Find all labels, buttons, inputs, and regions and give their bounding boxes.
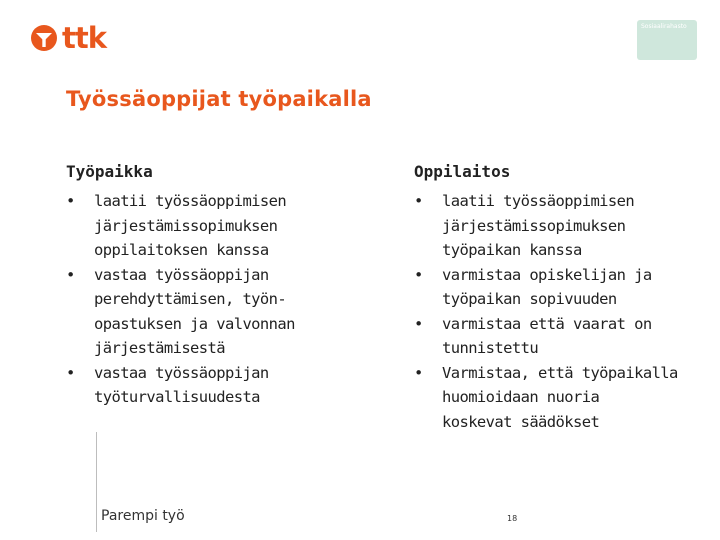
list-item-line: opastuksen ja valvonnan xyxy=(94,314,295,333)
bullet-icon: • xyxy=(414,192,423,210)
list-item-line: koskevat säädökset xyxy=(442,412,600,431)
list-item-line: vastaa työssäoppijan xyxy=(94,265,269,284)
list-item xyxy=(66,263,366,361)
partner-badge xyxy=(637,20,697,60)
list-item-line: työpaikan sopivuuden xyxy=(442,290,617,308)
bullet-icon: • xyxy=(66,265,75,284)
list-item-line: työturvallisuudesta xyxy=(94,388,260,406)
list-item-line: järjestämissopimuksen xyxy=(442,216,626,235)
bullet-icon: • xyxy=(414,314,423,333)
bullet-icon: • xyxy=(66,192,75,210)
list-item-line: järjestämisestä xyxy=(94,339,225,357)
list-item-line: tunnistettu xyxy=(442,339,539,357)
logo-text: ttk xyxy=(62,21,107,55)
list-item xyxy=(66,361,366,410)
list-item xyxy=(414,263,714,312)
footer-label: Parempi työ xyxy=(101,508,185,524)
ttk-logo-mark-icon xyxy=(30,24,58,52)
list-item xyxy=(414,361,714,435)
page-number: 18 xyxy=(507,514,518,523)
list-item-line: varmistaa että vaarat on xyxy=(442,314,652,333)
list-item xyxy=(414,189,714,263)
list-item-line: perehdyttämisen, työn- xyxy=(94,290,287,308)
column-heading: Työpaikka xyxy=(66,162,153,181)
list-item xyxy=(414,312,714,361)
bullet-list xyxy=(414,189,714,434)
footer-divider xyxy=(96,432,97,532)
slide-title: Työssäoppijat työpaikalla xyxy=(66,87,372,111)
list-item-line: järjestämissopimuksen xyxy=(94,216,278,235)
bullet-icon: • xyxy=(414,363,423,382)
column-workplace xyxy=(66,162,366,410)
bullet-icon: • xyxy=(66,363,75,382)
column-school xyxy=(414,162,714,434)
list-item-line: oppilaitoksen kanssa xyxy=(94,241,269,259)
bullet-icon: • xyxy=(414,265,423,284)
list-item-line: varmistaa opiskelijan ja xyxy=(442,265,652,284)
list-item-line: Varmistaa, että työpaikalla xyxy=(442,363,678,382)
bullet-list xyxy=(66,189,366,410)
ttk-logo xyxy=(30,21,107,55)
list-item-line: laatii työssäoppimisen xyxy=(442,192,635,210)
partner-badge-line: Sosiaalirahasto xyxy=(641,23,687,30)
list-item-line: laatii työssäoppimisen xyxy=(94,192,287,210)
list-item xyxy=(66,189,366,263)
list-item-line: työpaikan kanssa xyxy=(442,241,582,259)
list-item-line: huomioidaan nuoria xyxy=(442,388,600,406)
list-item-line: vastaa työssäoppijan xyxy=(94,363,269,382)
column-heading: Oppilaitos xyxy=(414,162,511,181)
